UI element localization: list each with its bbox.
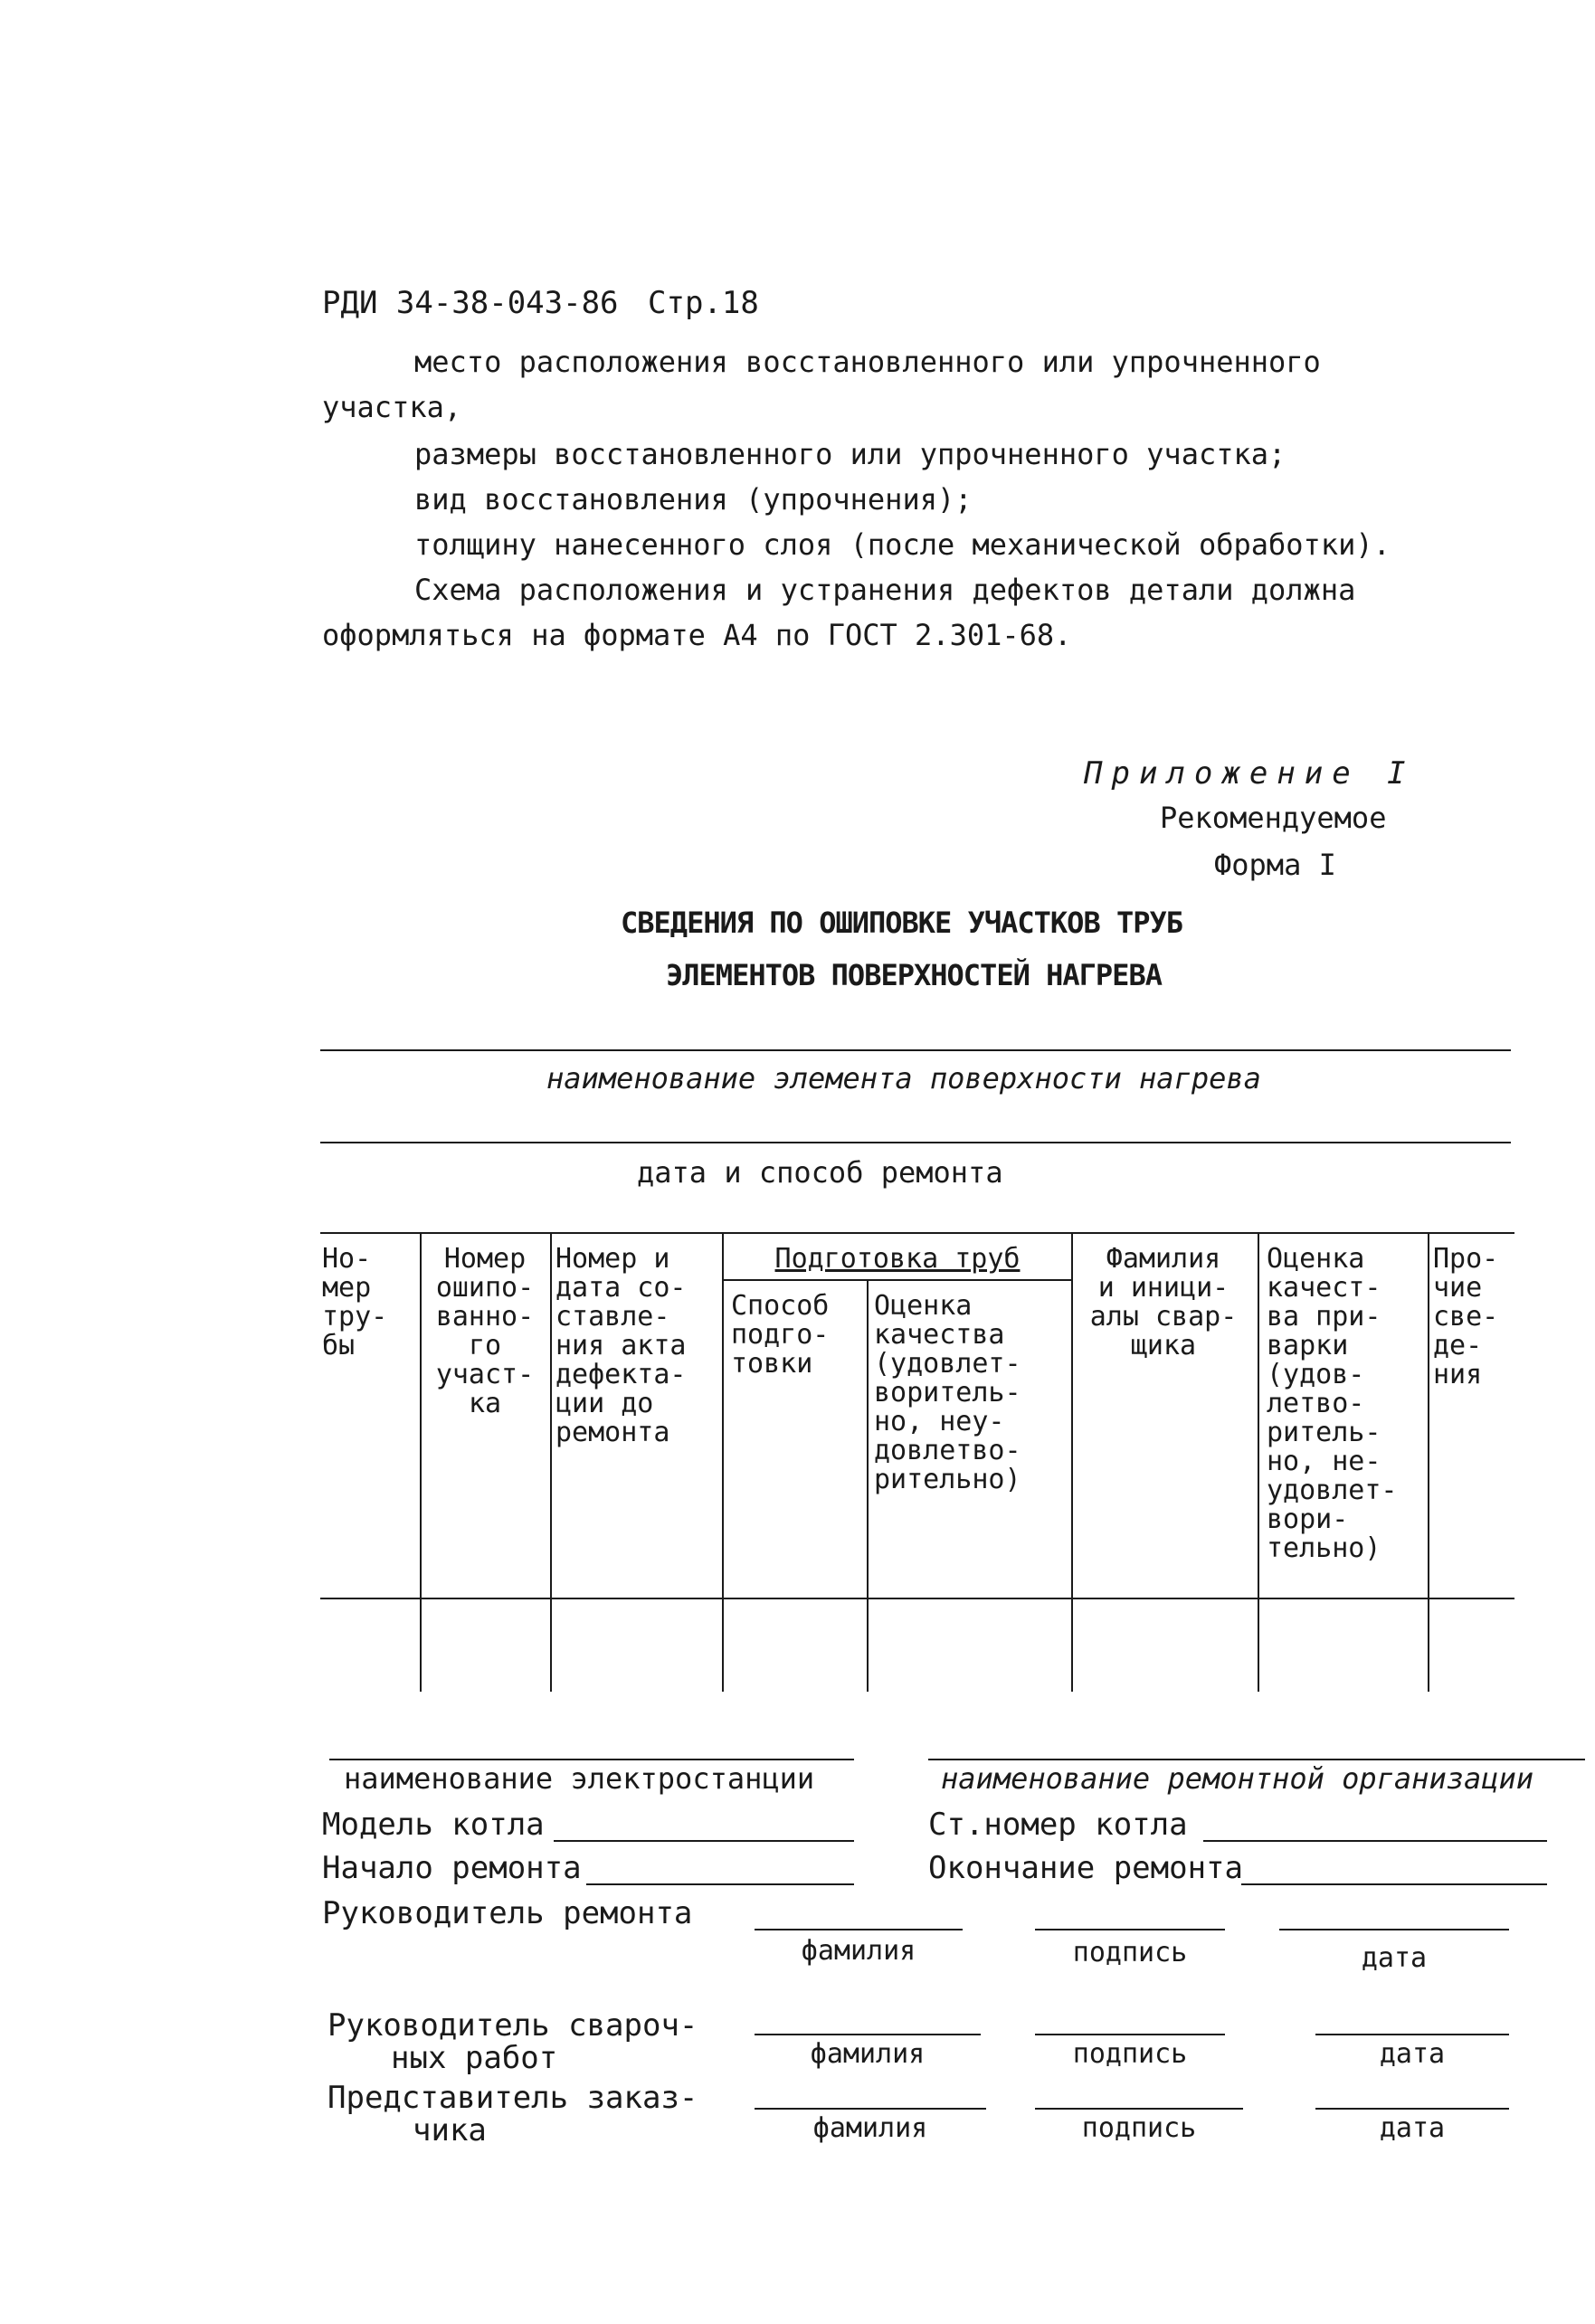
body-line-1: место расположения восстановленного или упрочненного: [414, 345, 1321, 379]
customer-rep-label-1: Представитель заказ-: [328, 2080, 698, 2116]
col-weld-quality-header: Оценка качест- ва при- варки (удов- летво- ритель- но, не- удовлет- вори- тельно): [1267, 1243, 1398, 1564]
page-number: Стр.18: [648, 285, 759, 321]
group-divider-line: [722, 1279, 1071, 1281]
document-code: РДИ 34-38-043-86: [322, 285, 619, 321]
body-line-4: вид восстановления (упрочнения);: [414, 482, 973, 517]
repair-head-surname-field[interactable]: [755, 1929, 963, 1930]
boiler-model-label: Модель котла: [322, 1807, 545, 1843]
col-divider-4: [867, 1279, 869, 1692]
repair-head-signature-field[interactable]: [1035, 1929, 1225, 1930]
date-method-caption: дата и способ ремонта: [637, 1155, 1003, 1190]
power-station-line: [329, 1759, 854, 1760]
repair-start-field[interactable]: [586, 1883, 854, 1885]
col-prep-quality-header: Оценка качества (удовлет- воритель- но, неу- довлетво- рительно): [874, 1290, 1021, 1495]
boiler-number-field[interactable]: [1203, 1840, 1547, 1842]
welding-head-date-caption: дата: [1379, 2038, 1446, 2070]
repair-start-label: Начало ремонта: [322, 1850, 582, 1886]
element-name-caption: наименование элемента поверхности нагрева: [546, 1061, 1261, 1096]
customer-rep-date-field[interactable]: [1315, 2108, 1509, 2110]
col-divider-7: [1428, 1232, 1429, 1692]
welding-head-surname-field[interactable]: [755, 2034, 981, 2035]
repair-head-surname-caption: фамилия: [801, 1935, 916, 1967]
col-other-header: Про- чие све- де- ния: [1433, 1243, 1499, 1390]
customer-rep-signature-caption: подпись: [1081, 2112, 1197, 2144]
date-method-line: [320, 1142, 1511, 1143]
element-name-line: [320, 1049, 1511, 1051]
body-line-2: участка,: [322, 390, 462, 424]
header-bottom-line: [320, 1598, 1514, 1599]
body-line-3: размеры восстановленного или упрочненного участка;: [414, 437, 1286, 471]
power-station-caption: наименование электростанции: [344, 1761, 815, 1796]
form-title-line1: СВЕДЕНИЯ ПО ОШИПОВКЕ УЧАСТКОВ ТРУБ: [621, 906, 1183, 940]
col-welder-header: Фамилия и иници- алы свар- щика: [1089, 1243, 1238, 1361]
repair-head-date-caption: дата: [1361, 1942, 1428, 1974]
repair-end-label: Окончание ремонта: [928, 1850, 1243, 1886]
welding-head-surname-caption: фамилия: [810, 2038, 926, 2070]
welding-head-label-1: Руководитель свароч-: [328, 2007, 698, 2044]
repair-head-date-field[interactable]: [1279, 1929, 1509, 1930]
table-top-line: [320, 1232, 1514, 1234]
col-prep-method-header: Способ подго- товки: [731, 1290, 830, 1380]
boiler-number-label: Ст.номер котла: [928, 1807, 1188, 1843]
col-divider-3: [722, 1232, 724, 1692]
body-line-7: оформляться на формате А4 по ГОСТ 2.301-68.: [322, 618, 1072, 652]
repair-org-line: [928, 1759, 1585, 1760]
col-group-pipe-prep: Подготовка труб: [774, 1243, 1021, 1275]
repair-head-signature-caption: подпись: [1072, 1937, 1188, 1968]
col-pipe-number-header: Но- мер тру- бы: [322, 1243, 388, 1361]
appendix-type: Рекомендуемое: [1160, 801, 1387, 835]
col-divider-6: [1258, 1232, 1259, 1692]
repair-head-label: Руководитель ремонта: [322, 1895, 693, 1931]
appendix-label: Приложение I: [1084, 755, 1415, 792]
boiler-model-field[interactable]: [554, 1840, 854, 1842]
form-title-line2: ЭЛЕМЕНТОВ ПОВЕРХНОСТЕЙ НАГРЕВА: [666, 958, 1162, 992]
repair-org-caption: наименование ремонтной организации: [941, 1761, 1534, 1796]
welding-head-date-field[interactable]: [1315, 2034, 1509, 2035]
body-line-6: Схема расположения и устранения дефектов детали должна: [414, 573, 1356, 607]
form-number: Форма I: [1214, 848, 1336, 882]
customer-rep-surname-field[interactable]: [755, 2108, 986, 2110]
customer-rep-date-caption: дата: [1379, 2112, 1446, 2144]
welding-head-label-2: ных работ: [391, 2040, 558, 2076]
col-divider-2: [550, 1232, 552, 1692]
welding-head-signature-caption: подпись: [1072, 2038, 1188, 2070]
customer-rep-signature-field[interactable]: [1035, 2108, 1243, 2110]
repair-end-field[interactable]: [1241, 1883, 1547, 1885]
col-defect-act-header: Номер и дата со- ставле- ния акта дефекта- ции до ремонта: [555, 1243, 687, 1448]
col-stud-section-header: Номер ошипо- ванно- го участ- ка: [435, 1243, 535, 1419]
customer-rep-label-2: чика: [413, 2112, 487, 2149]
body-line-5: толщину нанесенного слоя (после механической обработки).: [414, 527, 1391, 562]
welding-head-signature-field[interactable]: [1035, 2034, 1225, 2035]
customer-rep-surname-caption: фамилия: [812, 2112, 928, 2144]
